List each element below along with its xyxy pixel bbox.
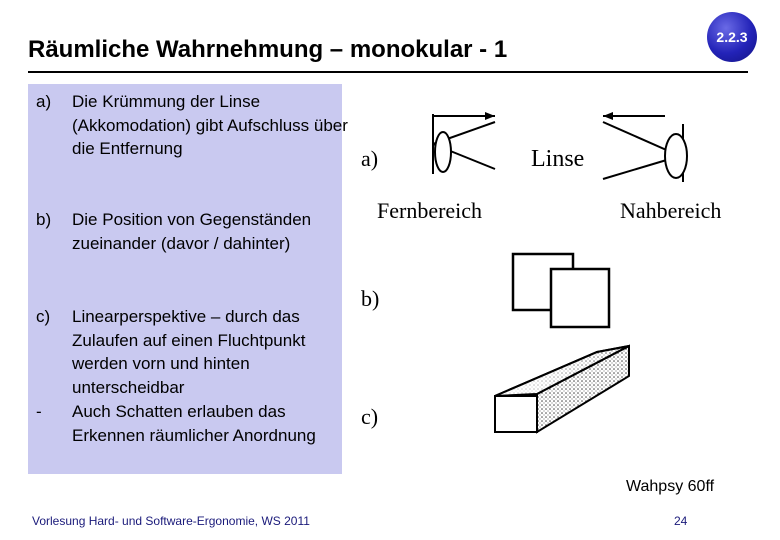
- label-c: c): [361, 404, 379, 429]
- slide-title: Räumliche Wahrnehmung – monokular - 1: [28, 36, 508, 63]
- source-reference: Wahpsy 60ff: [626, 478, 715, 495]
- label-b: b): [361, 286, 380, 311]
- item-text: Auch Schatten erlauben das Erkennen räumlicher Anordnung: [72, 402, 316, 445]
- footer-course: Vorlesung Hard- und Software-Ergonomie, WS 2011: [32, 514, 310, 528]
- item-marker: c): [36, 307, 51, 326]
- title-divider: [28, 71, 748, 73]
- item-text: Die Krümmung der Linse (Akkomodation) gibt Aufschluss über die Entfernung: [72, 92, 348, 158]
- bullet-panel: [28, 84, 348, 474]
- lens-label: Linse: [531, 146, 585, 172]
- label-a: a): [361, 146, 379, 171]
- far-range-label: Fernbereich: [377, 198, 483, 223]
- item-marker: a): [36, 92, 52, 111]
- item-marker: -: [36, 402, 42, 421]
- item-text: Linearperspektive – durch das Zulaufen auf einen Fluchtpunkt werden vorn und hinten unterscheidbar: [72, 307, 306, 397]
- item-marker: b): [36, 210, 52, 229]
- near-range-label: Nahbereich: [620, 198, 722, 223]
- near-lens-diagram: [603, 112, 687, 182]
- perspective-box: [495, 346, 629, 432]
- item-text: Die Position von Gegenständen zueinander (davor / dahinter): [72, 210, 312, 253]
- page-number: 24: [674, 514, 688, 528]
- far-lens-diagram: [433, 112, 495, 174]
- depth-cues-figure: [345, 84, 770, 474]
- section-number-badge: 2.2.3: [707, 12, 757, 62]
- front-square: [551, 269, 609, 327]
